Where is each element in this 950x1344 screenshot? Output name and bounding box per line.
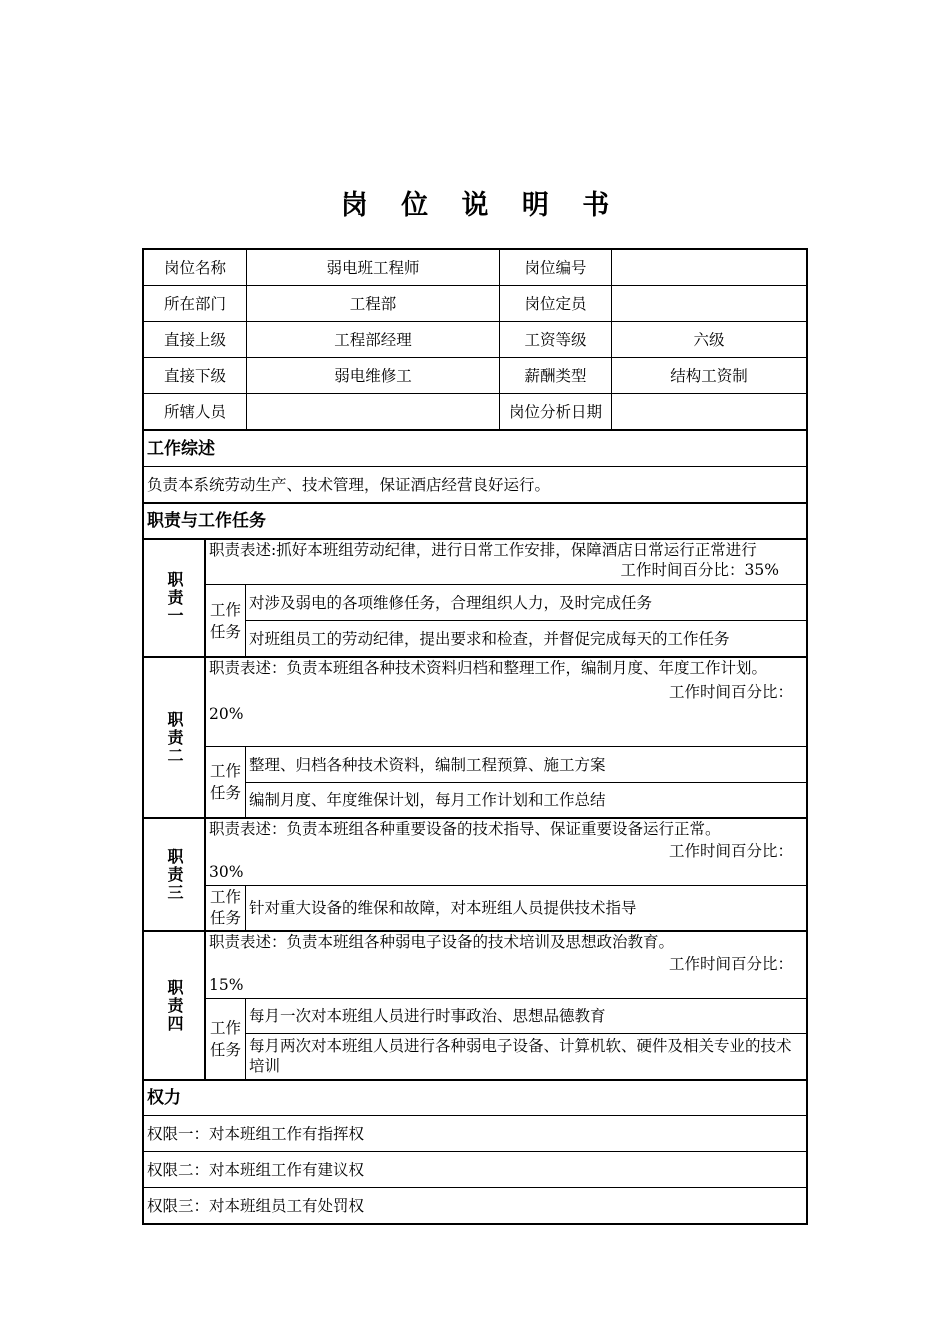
- label-department: 所在部门: [163, 294, 226, 313]
- duty-4-task-1: 每月一次对本班组人员进行时事政治、思想品德教育: [249, 1007, 606, 1025]
- authority-item-2: 权限二：对本班组工作有建议权: [147, 1160, 365, 1179]
- value-position-code: [612, 250, 806, 285]
- duty-1-task-label-text: 工作任务: [209, 600, 241, 641]
- authority-item-1: 权限一：对本班组工作有指挥权: [147, 1124, 365, 1143]
- duty-4-desc-text: 职责表述：负责本班组各种弱电子设备的技术培训及思想政治教育。: [209, 933, 675, 951]
- value-supervisor: 工程部经理: [334, 330, 412, 349]
- duty-4-task-label-text: 工作任务: [209, 1019, 241, 1059]
- duty-2-desc: [206, 658, 806, 746]
- value-headcount: [612, 286, 806, 321]
- value-pay-type: 结构工资制: [670, 366, 748, 385]
- duty-1-desc: [206, 540, 806, 584]
- label-position-code: 岗位编号: [524, 258, 587, 277]
- value-staff: [247, 394, 499, 429]
- label-staff: 所辖人员: [163, 402, 226, 421]
- duty-4-desc: [206, 932, 806, 998]
- duty-2-task-label-text: 工作任务: [209, 762, 241, 802]
- value-salary-grade: 六级: [693, 330, 725, 349]
- duty-4-task-2: 每月两次对本班组人员进行各种弱电子设备、计算机软、硬件及相关专业的技术培训: [249, 1037, 792, 1075]
- duty-1-task-2: 对班组员工的劳动纪律，提出要求和检查，并督促完成每天的工作任务: [249, 629, 730, 648]
- duty-2-label-text: 职责二: [165, 710, 184, 765]
- duty-3-task-1: 针对重大设备的维保和故障，对本班组人员提供技术指导: [249, 899, 637, 917]
- duty-3-task-label-text: 工作任务: [209, 888, 241, 927]
- duty-3-desc-text: 职责表述：负责本班组各种重要设备的技术指导、保证重要设备运行正常。: [209, 820, 721, 838]
- page-title: 岗 位 说 明 书: [340, 190, 622, 221]
- summary-text: 负责本系统劳动生产、技术管理，保证酒店经营良好运行。: [147, 475, 551, 494]
- label-supervisor: 直接上级: [163, 330, 226, 349]
- duty-2-pct-label: 工作时间百分比：: [668, 683, 793, 701]
- duty-3-label: [144, 819, 204, 930]
- label-salary-grade: 工资等级: [524, 330, 587, 349]
- label-analysis-date: 岗位分析日期: [508, 402, 602, 421]
- duty-3-label-text: 职责三: [165, 847, 184, 902]
- duty-1-desc-text: 职责表述:抓好本班组劳动纪律，进行日常工作安排，保障酒店日常运行正常进行: [209, 541, 757, 559]
- duty-1-task-label: [206, 585, 245, 656]
- authority-item-3: 权限三：对本班组员工有处罚权: [147, 1196, 365, 1215]
- duty-4-task-label: [206, 999, 245, 1079]
- duty-4-label: [144, 932, 204, 1079]
- value-department: 工程部: [349, 294, 397, 313]
- duty-4-pct-label: 工作时间百分比：: [668, 955, 793, 973]
- summary-heading: 工作综述: [147, 439, 215, 459]
- duty-4-pct: 15%: [209, 976, 244, 994]
- duty-3-pct-label: 工作时间百分比：: [668, 842, 793, 860]
- duty-3-desc: [206, 819, 806, 885]
- value-subordinate: 弱电维修工: [334, 366, 412, 385]
- duty-1-pct: 工作时间百分比：35%: [620, 561, 779, 579]
- duty-1-task-1: 对涉及弱电的各项维修任务，合理组织人力，及时完成任务: [249, 593, 653, 612]
- label-position-name: 岗位名称: [163, 258, 226, 277]
- duty-2-task-2: 编制月度、年度维保计划，每月工作计划和工作总结: [249, 791, 606, 809]
- label-pay-type: 薪酬类型: [524, 366, 587, 385]
- duty-2-task-1: 整理、归档各种技术资料，编制工程预算、施工方案: [249, 755, 606, 774]
- duty-2-label: [144, 658, 204, 817]
- duty-2-pct: 20%: [209, 705, 244, 723]
- duty-3-pct: 30%: [209, 863, 244, 881]
- duty-2-task-label: [206, 747, 245, 817]
- authority-heading: 权力: [147, 1088, 181, 1108]
- value-analysis-date: [612, 394, 806, 429]
- duty-2-desc-text: 职责表述：负责本班组各种技术资料归档和整理工作，编制月度、年度工作计划。: [209, 659, 768, 677]
- duty-3-task-label: [206, 886, 245, 930]
- duties-heading: 职责与工作任务: [147, 511, 266, 531]
- label-subordinate: 直接下级: [163, 366, 226, 385]
- duty-1-label-text: 职责一: [165, 571, 184, 625]
- value-position-name: 弱电班工程师: [326, 258, 420, 277]
- duty-4-label-text: 职责四: [165, 978, 184, 1033]
- duty-1-label: [144, 540, 204, 656]
- label-headcount: 岗位定员: [524, 294, 587, 313]
